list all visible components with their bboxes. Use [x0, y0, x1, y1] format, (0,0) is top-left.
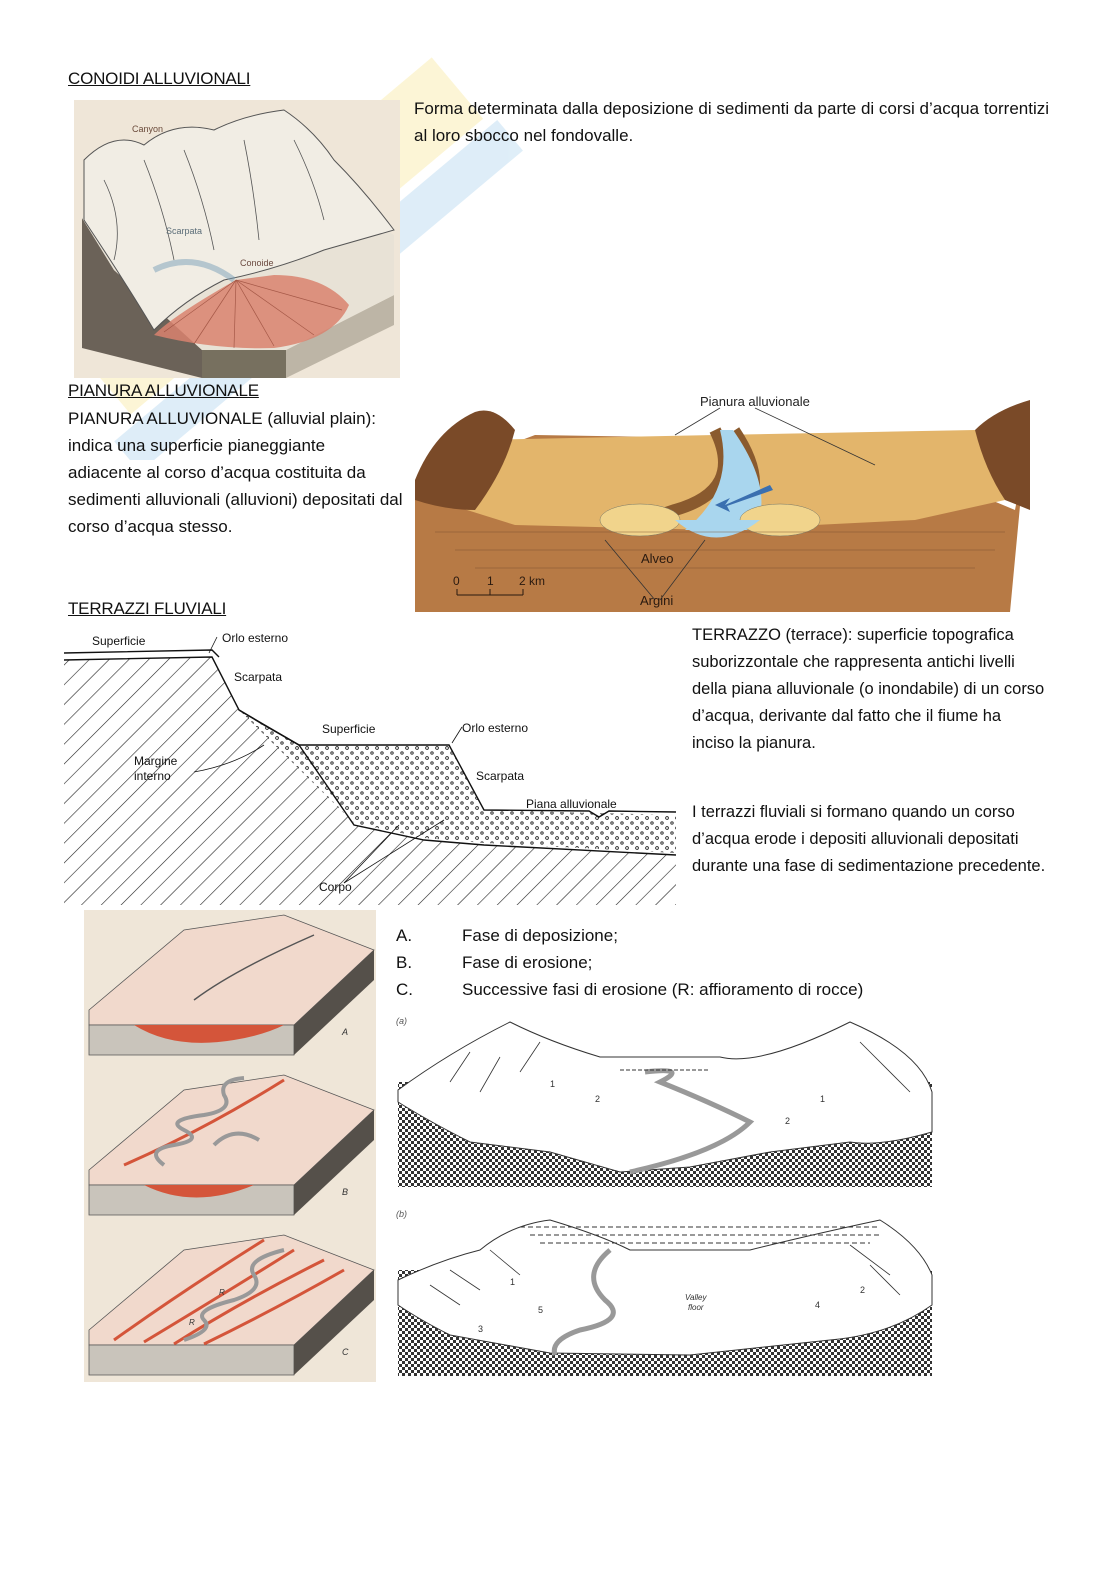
figure-terrazzo-profile — [64, 625, 676, 905]
pianura-description: PIANURA ALLUVIONALE (alluvial plain): indica una superficie pianeggiante adiacente al corso d’acqua costituita da sedimenti alluvionali (alluvioni) depositati dal corso d’acqua stesso. — [68, 409, 403, 536]
svg-text:floor: floor — [688, 1303, 704, 1312]
label-canyon: Canyon — [132, 124, 164, 134]
conoidi-description: Forma determinata dalla deposizione di sedimenti da parte di corsi d’acqua torrentizi al loro sbocco nel fondovalle. — [414, 99, 1050, 145]
figure-pianura-alluvionale — [415, 390, 1030, 612]
svg-text:2 km: 2 km — [519, 574, 546, 588]
figure-terrace-phases — [84, 910, 376, 1382]
terrazzi-formation: I terrazzi fluviali si formano quando un corso d’acqua erode i depositi alluvionali depositati durante una fase di sedimentazione precedente. — [692, 803, 1046, 875]
phase-item: B. Fase di erosione; — [396, 953, 593, 972]
svg-text:B: B — [342, 1187, 349, 1197]
svg-text:2: 2 — [595, 1094, 601, 1104]
label-orlo-2: Orlo esterno — [462, 721, 529, 735]
svg-text:R: R — [219, 1288, 225, 1297]
figure-valley-a — [390, 1012, 940, 1188]
phase-item: C. Successive fasi di erosione (R: affioramento di rocce) — [396, 980, 864, 999]
phase-list — [396, 922, 863, 1003]
valley-b-tag: (b) — [396, 1209, 407, 1219]
label-piana: Piana alluvionale — [526, 797, 617, 811]
label-superficie-1: Superficie — [92, 634, 146, 648]
heading-pianura: PIANURA ALLUVIONALE — [68, 381, 259, 400]
heading-terrazzi: TERRAZZI FLUVIALI — [68, 599, 227, 618]
block-b — [89, 1075, 374, 1215]
svg-text:2: 2 — [785, 1116, 791, 1126]
label-conoide: Conoide — [240, 258, 274, 268]
svg-text:R: R — [189, 1318, 195, 1327]
svg-text:Valley: Valley — [685, 1293, 707, 1302]
label-alveo: Alveo — [641, 551, 674, 566]
valley-a-tag: (a) — [396, 1016, 407, 1026]
label-scarpata-1: Scarpata — [234, 670, 283, 684]
label-pianura: Pianura alluvionale — [700, 394, 810, 409]
figure-conoide — [74, 100, 400, 378]
svg-text:A: A — [342, 1027, 349, 1037]
svg-text:0: 0 — [453, 574, 460, 588]
svg-text:3: 3 — [478, 1324, 484, 1334]
svg-text:1: 1 — [550, 1079, 556, 1089]
label-argini: Argini — [640, 593, 674, 608]
svg-text:C: C — [342, 1347, 349, 1357]
svg-text:2: 2 — [860, 1285, 866, 1295]
label-superficie-2: Superficie — [322, 722, 376, 736]
phase-item: A. Fase di deposizione; — [396, 926, 618, 945]
svg-text:1: 1 — [510, 1277, 516, 1287]
block-a — [89, 915, 374, 1055]
svg-text:4: 4 — [815, 1300, 821, 1310]
block-c — [89, 1235, 374, 1375]
svg-text:1: 1 — [487, 574, 494, 588]
svg-text:5: 5 — [538, 1305, 544, 1315]
label-scarpata-2: Scarpata — [476, 769, 525, 783]
label-orlo-1: Orlo esterno — [222, 631, 289, 645]
label-scarpata: Scarpata — [166, 226, 203, 236]
label-corpo: Corpo — [319, 880, 352, 894]
heading-conoidi: CONOIDI ALLUVIONALI — [68, 69, 251, 88]
svg-text:1: 1 — [820, 1094, 826, 1104]
terrazzo-definition: TERRAZZO (terrace): superficie topografica suborizzontale che rappresenta antichi livelli della piana alluvionale (o inondabile) di un corso d’acqua, derivante dal fatto che il fiume ha inciso la pianura. — [692, 626, 1045, 752]
label-margine: Margine — [134, 754, 178, 768]
label-interno: interno — [134, 769, 171, 783]
figure-valley-b — [390, 1205, 940, 1377]
